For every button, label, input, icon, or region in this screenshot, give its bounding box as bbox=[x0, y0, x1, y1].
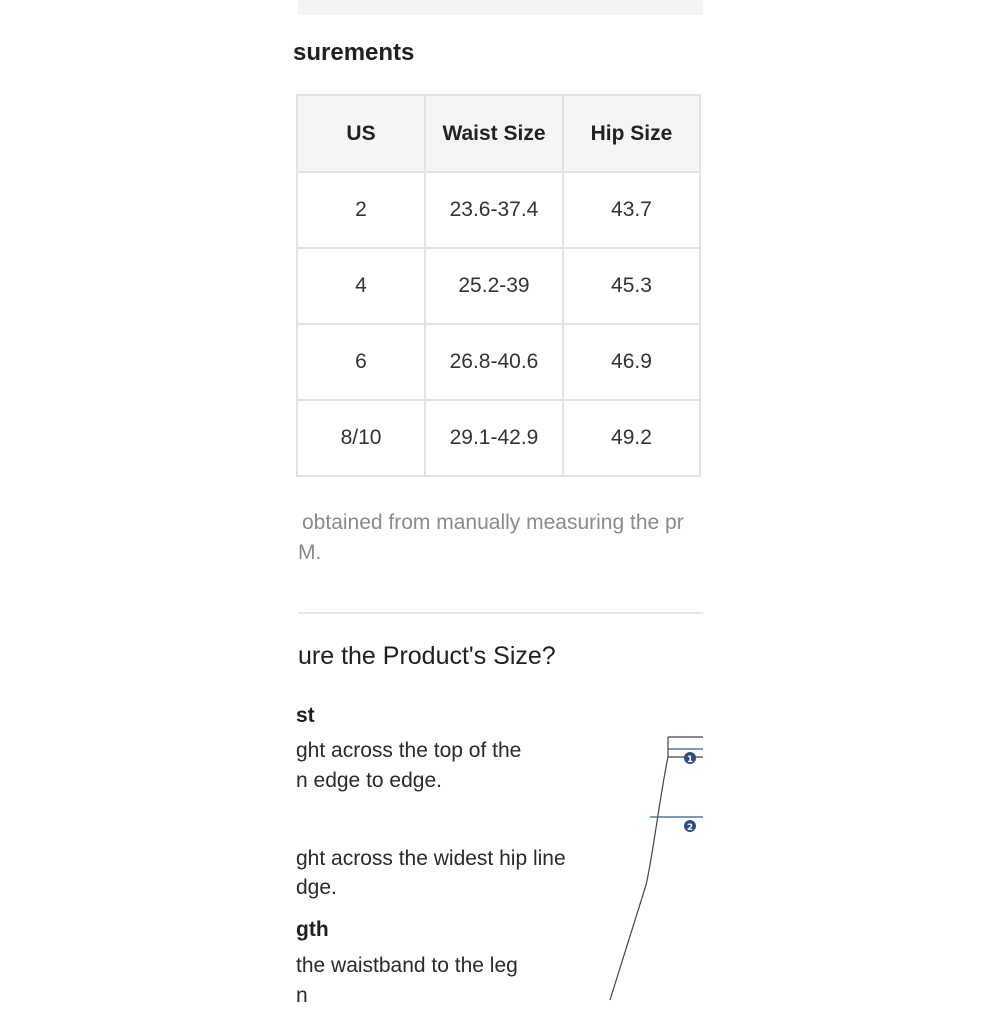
size-guide-panel bbox=[293, 0, 703, 1007]
step-text: dge. bbox=[296, 876, 337, 899]
cell-hip: 49.2 bbox=[563, 400, 700, 476]
divider bbox=[298, 612, 703, 614]
section-title: surements bbox=[293, 39, 415, 66]
cell-hip: 46.9 bbox=[563, 324, 700, 400]
cell-us: 8/10 bbox=[297, 400, 425, 476]
step-text: n bbox=[296, 984, 308, 1007]
step-title: gth bbox=[296, 918, 329, 941]
step-title: st bbox=[296, 704, 315, 727]
table-row bbox=[297, 400, 700, 476]
step-text: ght across the widest hip line bbox=[296, 847, 566, 870]
step-text: n edge to edge. bbox=[296, 769, 442, 792]
svg-text:1: 1 bbox=[686, 755, 694, 765]
column-header-waist: Waist Size bbox=[425, 95, 563, 172]
column-header-hip: Hip Size bbox=[563, 95, 700, 172]
svg-text:2: 2 bbox=[686, 823, 694, 833]
how-to-measure-title: ure the Product's Size? bbox=[298, 642, 556, 670]
step-text: the waistband to the leg bbox=[296, 954, 518, 977]
measurement-note: obtained from manually measuring the pr bbox=[302, 511, 684, 534]
cell-waist: 29.1-42.9 bbox=[425, 400, 563, 476]
cell-waist: 25.2-39 bbox=[425, 248, 563, 324]
cell-waist: 23.6-37.4 bbox=[425, 172, 563, 248]
marker-1-icon bbox=[684, 752, 696, 765]
marker-2-icon bbox=[684, 820, 696, 833]
cell-hip: 43.7 bbox=[563, 172, 700, 248]
table-header-row bbox=[297, 95, 700, 172]
cell-waist: 26.8-40.6 bbox=[425, 324, 563, 400]
garment-outline bbox=[610, 737, 703, 1000]
measurement-note-cont: M. bbox=[298, 541, 322, 564]
cell-us: 4 bbox=[297, 248, 425, 324]
cell-us: 2 bbox=[297, 172, 425, 248]
cell-hip: 45.3 bbox=[563, 248, 700, 324]
table-row bbox=[297, 248, 700, 324]
cell-us: 6 bbox=[297, 324, 425, 400]
top-bar bbox=[298, 0, 703, 15]
table-row bbox=[297, 172, 700, 248]
pants-measurement-diagram bbox=[598, 735, 703, 1000]
step-text: ght across the top of the bbox=[296, 739, 522, 762]
table-row bbox=[297, 324, 700, 400]
size-table bbox=[296, 94, 701, 477]
column-header-us: US bbox=[297, 95, 425, 172]
